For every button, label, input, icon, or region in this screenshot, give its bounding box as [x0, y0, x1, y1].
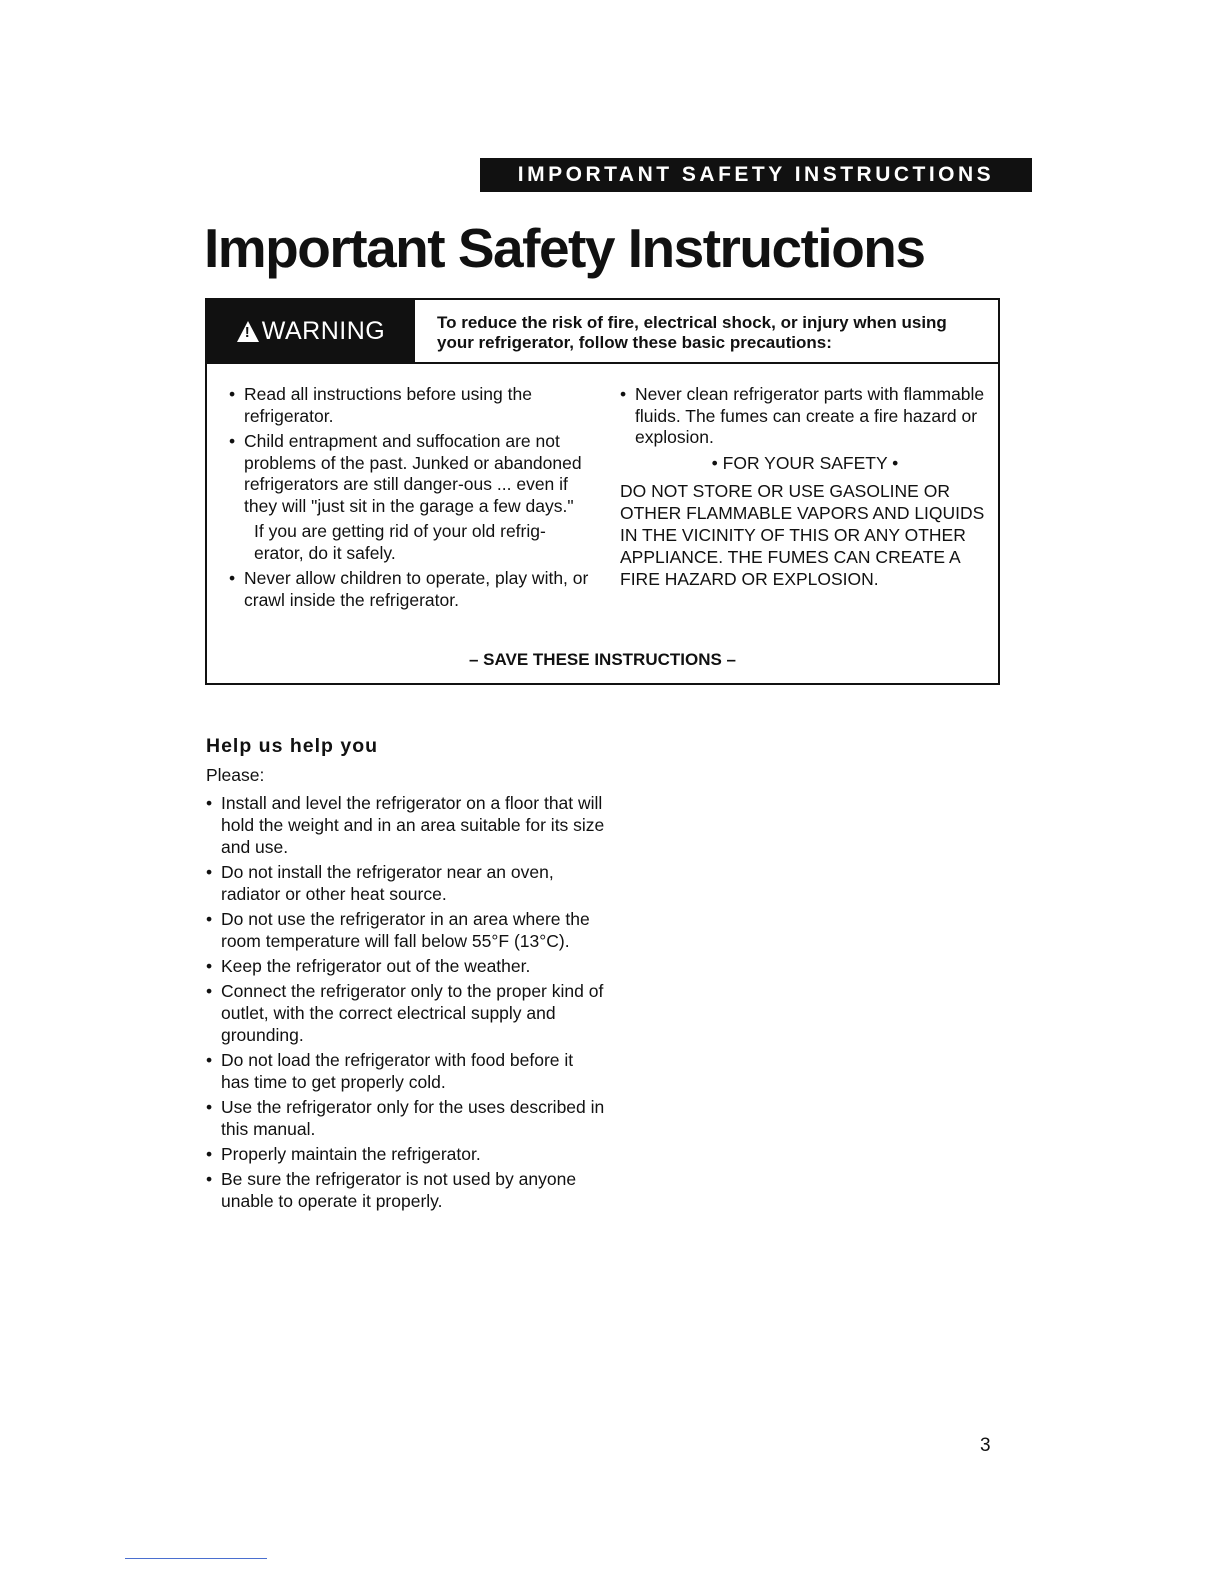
- warning-item: • Child entrapment and suffocation are not problems of the past. Junked or abandoned refrigerators are still danger-ous ... even if they will "just sit in the garage a few days.": [229, 431, 594, 517]
- warning-triangle-icon: [237, 321, 259, 342]
- help-item: • Do not use the refrigerator in an area where the room temperature will fall below 55°F (13°C).: [206, 908, 606, 952]
- help-item: • Keep the refrigerator out of the weather.: [206, 955, 606, 977]
- warning-label-text: WARNING: [261, 316, 386, 345]
- save-instructions-line: – SAVE THESE INSTRUCTIONS –: [468, 650, 736, 669]
- help-list: [206, 792, 606, 1215]
- warning-left-column: [229, 384, 594, 615]
- help-heading: Help us help you: [206, 735, 379, 757]
- warning-right-column: [620, 384, 990, 590]
- warning-note: If you are getting rid of your old refrig-erator, do it safely.: [254, 521, 546, 563]
- footer-rule: [125, 1558, 267, 1559]
- page-number: 3: [980, 1435, 991, 1456]
- help-item: • Do not load the refrigerator with food before it has time to get properly cold.: [206, 1049, 606, 1093]
- help-item: • Connect the refrigerator only to the proper kind of outlet, with the correct electrical supply and grounding.: [206, 980, 606, 1046]
- warning-item: • Never allow children to operate, play with, or crawl inside the refrigerator.: [229, 568, 594, 611]
- page-title: Important Safety Instructions: [204, 217, 925, 279]
- help-item: • Properly maintain the refrigerator.: [206, 1143, 606, 1165]
- section-banner-text: IMPORTANT SAFETY INSTRUCTIONS: [517, 163, 995, 186]
- safety-heading: • FOR YOUR SAFETY •: [711, 452, 899, 473]
- section-banner: [480, 158, 1032, 192]
- help-item: • Be sure the refrigerator is not used by anyone unable to operate it properly.: [206, 1168, 606, 1212]
- help-intro: Please:: [206, 765, 265, 785]
- warning-label: [207, 300, 415, 362]
- warning-item: • Never clean refrigerator parts with flammable fluids. The fumes can create a fire hazard or explosion.: [620, 384, 990, 449]
- help-item: • Do not install the refrigerator near an oven, radiator or other heat source.: [206, 861, 606, 905]
- help-item: • Install and level the refrigerator on a floor that will hold the weight and in an area suitable for its size and use.: [206, 792, 606, 858]
- warning-item: • Read all instructions before using the refrigerator.: [229, 384, 594, 427]
- safety-text: DO NOT STORE OR USE GASOLINE OR OTHER FLAMMABLE VAPORS AND LIQUIDS IN THE VICINITY OF THIS OR ANY OTHER APPLIANCE. THE FUMES CAN CREATE A FIRE HAZARD OR EXPLOSION.: [620, 481, 985, 589]
- warning-header: [207, 300, 998, 364]
- warning-headline: To reduce the risk of fire, electrical shock, or injury when using your refrigerator, follow these basic precautions:: [437, 313, 947, 352]
- help-item: • Use the refrigerator only for the uses described in this manual.: [206, 1096, 606, 1140]
- warning-box: [205, 298, 1000, 685]
